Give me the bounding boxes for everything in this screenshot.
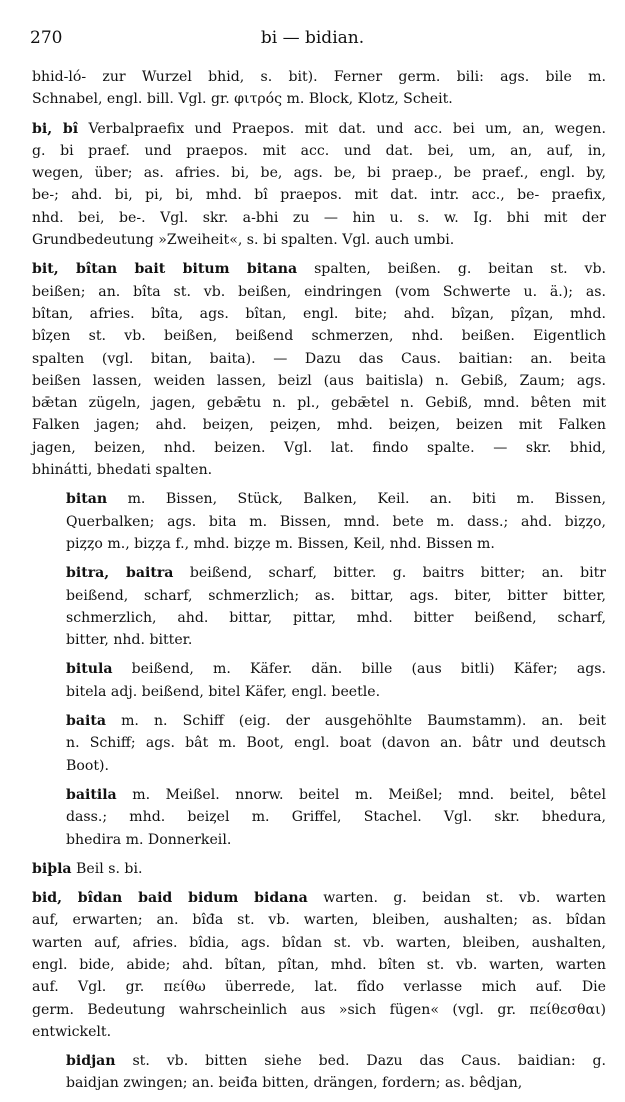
entry-line [66, 488, 606, 510]
dictionary-entry-bitula [66, 658, 606, 703]
entry-line [66, 755, 606, 777]
entry-line [32, 858, 606, 880]
entry-line [66, 585, 606, 607]
entry-line [32, 229, 606, 251]
entries-column [32, 66, 606, 1102]
entry-line [32, 66, 606, 88]
entry-line [66, 710, 606, 732]
entry-text: Verbalpraefix und Praepos. mit dat. und acc. bei um, an, wegen. [88, 120, 606, 137]
entry-text: warten auf, afries. bîdia, ags. bîdan st. vb. warten, bleiben, aushalten, [32, 934, 606, 951]
entry-text: st. vb. bitten siehe bed. Dazu das Caus. baidian: g. [132, 1053, 607, 1070]
entry-line [66, 511, 606, 533]
dictionary-entry-bitra [66, 562, 606, 651]
entry-headword: bit, bîtan bait bitum bitana [32, 261, 298, 278]
entry-text: bhid-ló- zur Wurzel bhid, s. bit). Ferner germ. bili: ags. bile m. [32, 69, 606, 85]
entry-text: bǣtan zügeln, jagen, gebǣtu n. pl., gebǣtel n. Gebiß, mnd. bêten mit [32, 395, 606, 412]
entry-text: bhinátti, bhedati spalten. [32, 462, 213, 479]
entry-headword: bid, bîdan baid bidum bidana [32, 890, 308, 907]
entry-line [32, 258, 606, 280]
entry-text: Schnabel, engl. bill. Vgl. gr. φιτρός m. Block, Klotz, Scheit. [32, 91, 453, 108]
entry-headword: biþla [32, 860, 72, 877]
entry-text: schmerzlich, ahd. bittar, pittar, mhd. bitter beißend, scharf, [66, 609, 606, 626]
entry-text: bitter, nhd. bitter. [66, 632, 193, 649]
entry-text: bîȥen st. vb. beißen, beißend schmerzen, nhd. beißen. Eigentlich [32, 328, 606, 345]
dictionary-entry-bit [32, 258, 606, 481]
entry-line [66, 562, 606, 584]
entry-text: m. Meißel. nnorw. beitel m. Meißel; mnd. beitel, bêtel [132, 786, 606, 803]
dictionary-entry-bipla [32, 858, 606, 880]
entry-line [66, 806, 606, 828]
dictionary-entry-bid [32, 887, 606, 1043]
dictionary-entry-bidjan [66, 1050, 606, 1095]
entry-line [32, 370, 606, 392]
entry-line [32, 976, 606, 998]
entry-text: auf. Vgl. gr. πείθω überrede, lat. fîdo verlasse mich auf. Die [32, 979, 606, 996]
entry-line [32, 303, 606, 325]
entry-line [32, 414, 606, 436]
entry-text: auf, erwarten; an. bîđa st. vb. warten, bleiben, aushalten; as. bîdan [32, 912, 606, 929]
entry-headword: baitila [66, 786, 117, 803]
entry-text: Beil s. bi. [76, 860, 143, 877]
entry-text: g. bi praef. und praepos. mit acc. und dat. bei, um, an, auf, in, [32, 142, 606, 159]
entry-line [32, 207, 606, 229]
entry-line [32, 437, 606, 459]
entry-headword: baita [66, 713, 106, 730]
entry-text: Querbalken; ags. bita m. Bissen, mnd. bete m. dass.; ahd. biȥȥo, [66, 513, 606, 530]
page-number: 270 [30, 28, 63, 48]
entry-text: beißend, m. Käfer. dän. bille (aus bitli) Käfer; ags. [131, 661, 606, 678]
entry-line [66, 681, 606, 703]
dictionary-entry-cont [32, 66, 606, 111]
entry-text: warten. g. beidan st. vb. warten [323, 890, 607, 907]
entry-text: m. Bissen, Stück, Balken, Keil. an. biti m. Bissen, [127, 491, 606, 508]
entry-line [32, 932, 606, 954]
entry-line [32, 140, 606, 162]
entry-headword: bidjan [66, 1053, 116, 1070]
entry-line [66, 629, 606, 651]
entry-line [32, 909, 606, 931]
entry-line [32, 999, 606, 1021]
entry-line [32, 392, 606, 414]
entry-line [66, 658, 606, 680]
page-header [30, 28, 595, 52]
entry-line [32, 954, 606, 976]
entry-line [66, 607, 606, 629]
entry-line [32, 184, 606, 206]
entry-text: spalten (vgl. bitan, baita). — Dazu das Caus. baitian: an. beita [32, 350, 606, 367]
entry-line [32, 459, 606, 481]
dictionary-entry-baitila [66, 784, 606, 851]
entry-text: m. n. Schiff (eig. der ausgehöhlte Baumstamm). an. beit [121, 713, 607, 730]
entry-text: beißend, scharf, schmerzlich; as. bittar, ags. biter, bitter bitter, [66, 587, 606, 604]
entry-text: bitela adj. beißend, bitel Käfer, engl. beetle. [66, 683, 381, 700]
entry-text: dass.; mhd. beiȥel m. Griffel, Stachel. Vgl. skr. bhedura, [66, 809, 606, 826]
entry-line [32, 348, 606, 370]
entry-text: bhedira m. Donnerkeil. [66, 831, 232, 848]
entry-line [32, 281, 606, 303]
dictionary-entry-bitan [66, 488, 606, 555]
entry-line [32, 118, 606, 140]
entry-line [32, 325, 606, 347]
entry-line [66, 829, 606, 851]
entry-line [32, 887, 606, 909]
entry-text: Falken jagen; ahd. beiȥen, peiȥen, mhd. beiȥen, beizen mit Falken [32, 417, 606, 434]
entry-text: germ. Bedeutung wahrscheinlich aus »sich fügen« (vgl. gr. πείθεσθαι) [32, 1001, 606, 1018]
entry-headword: bitula [66, 661, 113, 678]
entry-line [66, 1072, 606, 1094]
entry-text: beißen; an. bîta st. vb. beißen, eindringen (vom Schwerte u. ä.); as. [32, 283, 606, 300]
entry-text: Grundbedeutung »Zweiheit«, s. bi spalten. Vgl. auch umbi. [32, 232, 455, 249]
entry-text: piȥȥo m., biȥȥa f., mhd. biȥȥe m. Bissen, Keil, nhd. Bissen m. [66, 535, 495, 552]
running-title: bi — bidian. [260, 28, 365, 48]
entry-text: spalten, beißen. g. beitan st. vb. [314, 261, 606, 278]
entry-line [66, 1050, 606, 1072]
entry-text: jagen, beizen, nhd. beizen. Vgl. lat. findo spalte. — skr. bhid, [32, 439, 606, 456]
entry-text: n. Schiff; ags. bât m. Boot, engl. boat (davon an. bâtr und deutsch [66, 735, 606, 752]
entry-text: engl. bide, abide; ahd. bîtan, pîtan, mhd. bîten st. vb. warten, warten [32, 956, 606, 973]
entry-text: nhd. bei, be-. Vgl. skr. a-bhi zu — hin u. s. w. Ig. bhi mit der [32, 209, 606, 226]
entry-line [66, 533, 606, 555]
entry-text: beißend, scharf, bitter. g. baitrs bitter; an. bitr [189, 565, 607, 582]
entry-headword: bitan [66, 491, 108, 508]
entry-text: Boot). [66, 757, 109, 774]
dictionary-entry-baita [66, 710, 606, 777]
entry-line [32, 1021, 606, 1043]
entry-line [66, 784, 606, 806]
entry-text: wegen, über; as. afries. bi, be, ags. be, bi praep., be praef., engl. by, [32, 165, 606, 182]
entry-text: be-; ahd. bi, pi, bi, mhd. bî praepos. mit dat. intr. acc., be- praefix, [32, 187, 606, 204]
entry-text: beißen lassen, weiden lassen, beizl (aus baitisla) n. Gebiß, Zaum; ags. [32, 372, 606, 389]
entry-text: baidjan zwingen; an. beiđa bitten, drängen, fordern; as. bêdjan, [66, 1075, 523, 1092]
entry-text: entwickelt. [32, 1023, 112, 1040]
entry-headword: bitra, baitra [66, 565, 174, 582]
entry-text: bîtan, afries. bîta, ags. bîtan, engl. bite; ahd. bîȥan, pîȥan, mhd. [32, 305, 606, 322]
entry-headword: bi, bî [32, 120, 79, 137]
entry-line [66, 732, 606, 754]
entry-line [32, 88, 606, 110]
dictionary-entry-bi [32, 118, 606, 252]
entry-line [32, 162, 606, 184]
